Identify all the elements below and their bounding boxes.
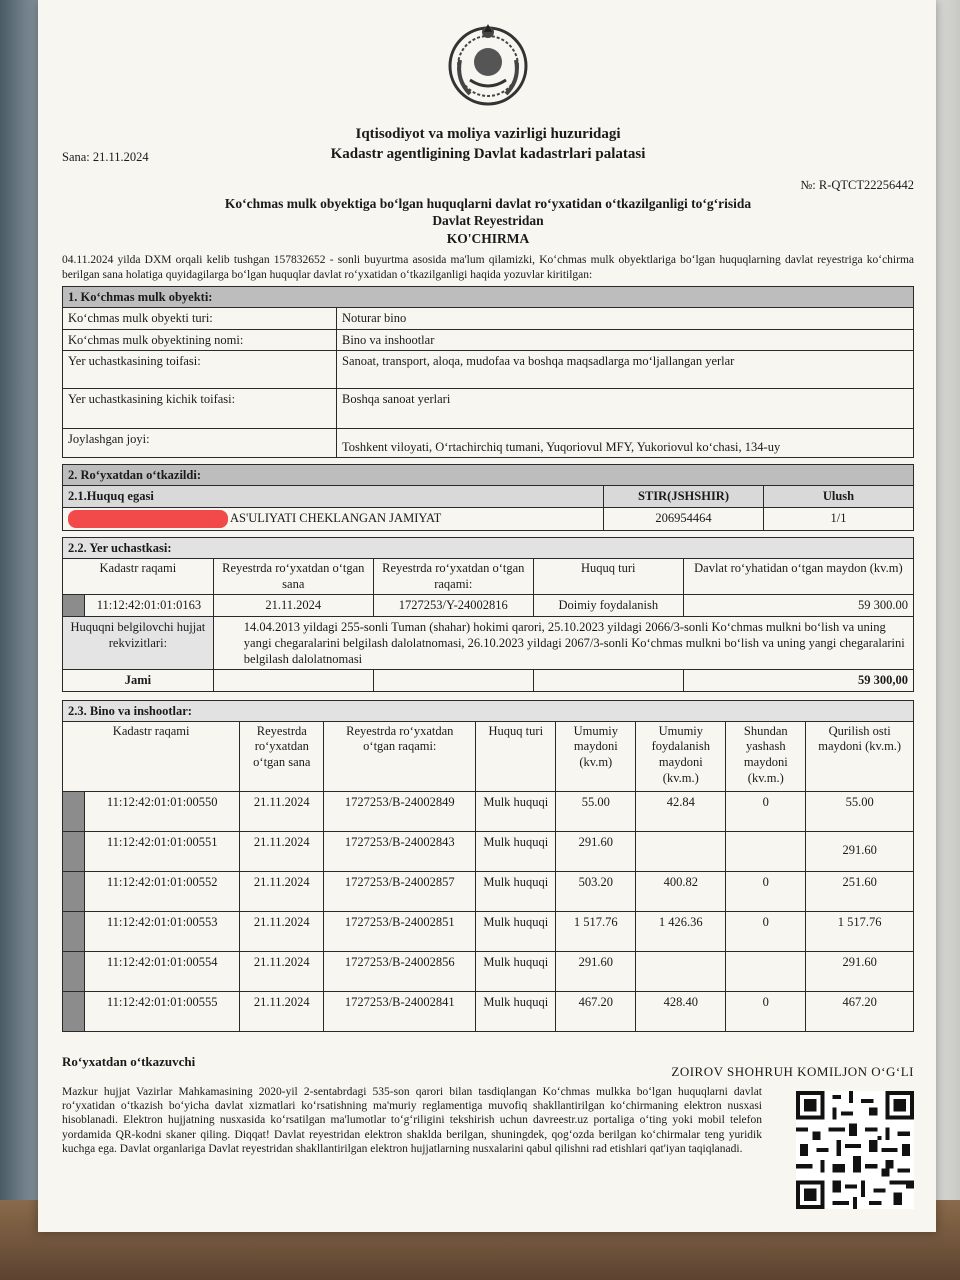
organization-line-1: Iqtisodiyot va moliya vazirligi huzuridagi <box>355 126 621 142</box>
document-title-line-3: KO'CHIRMA <box>446 230 530 246</box>
building-footprint-area: 1 517.76 <box>806 911 914 951</box>
building-reg-date: 21.11.2024 <box>240 871 324 911</box>
land-reg-number: 1727253/Y-24002816 <box>373 595 533 616</box>
building-reg-date: 21.11.2024 <box>240 791 324 831</box>
col-reg-date: Reyestrda ro‘yxatdan o‘tgan sana <box>213 559 373 595</box>
registrar-label: Ro‘yxatdan o‘tkazuvchi <box>62 1053 196 1069</box>
col-b-total-area: Umumiy maydoni (kv.m) <box>556 721 636 791</box>
total-label: Jami <box>63 670 214 691</box>
building-footprint-area: 291.60 <box>806 951 914 991</box>
building-kadastr: 11:12:42:01:01:00551 <box>85 831 240 871</box>
table-row <box>63 595 914 616</box>
row-marker <box>63 991 85 1031</box>
document-number: №: R-QTCT22256442 <box>800 177 914 192</box>
building-total-area: 291.60 <box>556 831 636 871</box>
building-reg-date: 21.11.2024 <box>240 831 324 871</box>
emblem-area <box>62 20 914 112</box>
table-row <box>63 616 914 670</box>
total-value: 59 300,00 <box>683 670 913 691</box>
total-empty-1 <box>213 670 373 691</box>
col-b-reg-date: Reyestrda ro‘yxatdan o‘tgan sana <box>240 721 324 791</box>
col-b-footprint-area: Qurilish osti maydoni (kv.m.) <box>806 721 914 791</box>
land-plot-table <box>62 537 914 692</box>
building-total-area: 467.20 <box>556 991 636 1031</box>
property-object-table <box>62 286 914 458</box>
col-b-right-type: Huquq turi <box>476 721 556 791</box>
owner-heading: 2.1.Huquq egasi <box>63 486 604 507</box>
land-reg-date: 21.11.2024 <box>213 595 373 616</box>
table-row <box>63 791 914 831</box>
building-right-type: Mulk huquqi <box>476 871 556 911</box>
table-row <box>63 329 914 350</box>
building-reg-number: 1727253/B-24002857 <box>324 871 476 911</box>
land-kadastr: 11:12:42:01:01:0163 <box>85 595 214 616</box>
building-reg-date: 21.11.2024 <box>240 951 324 991</box>
building-kadastr: 11:12:42:01:01:00552 <box>85 871 240 911</box>
building-reg-number: 1727253/B-24002841 <box>324 991 476 1031</box>
land-right-type: Doimiy foydalanish <box>533 595 683 616</box>
building-right-type: Mulk huquqi <box>476 791 556 831</box>
building-common-area: 42.84 <box>636 791 726 831</box>
col-area: Davlat ro‘yhatidan o‘tgan maydon (kv.m) <box>683 559 913 595</box>
building-kadastr: 11:12:42:01:01:00555 <box>85 991 240 1031</box>
building-living-area: 0 <box>726 791 806 831</box>
row-marker <box>63 871 85 911</box>
document-title <box>62 195 914 248</box>
building-right-type: Mulk huquqi <box>476 951 556 991</box>
building-reg-number: 1727253/B-24002856 <box>324 951 476 991</box>
col-b-living-area: Shundan yashash maydoni (kv.m.) <box>726 721 806 791</box>
row-marker <box>63 831 85 871</box>
table-row <box>63 911 914 951</box>
land-subcategory-value: Boshqa sanoat yerlari <box>337 388 914 428</box>
object-name-value: Bino va inshootlar <box>337 329 914 350</box>
col-b-common-area: Umumiy foydalanish maydoni (kv.m.) <box>636 721 726 791</box>
document-title-line-1: Ko‘chmas mulk obyektiga bo‘lgan huquqlarni davlat ro‘yxatidan o‘tkazilganligi to‘g‘risida <box>224 195 752 211</box>
row-marker <box>63 951 85 991</box>
building-reg-date: 21.11.2024 <box>240 991 324 1031</box>
col-right-type: Huquq turi <box>533 559 683 595</box>
registrar-name: ZOIROV SHOHRUH KOMILJON O‘G‘LI <box>671 1063 914 1079</box>
location-value: Toshkent viloyati, O‘rtachirchiq tumani, Yuqoriovul MFY, Yukoriovul ko‘chasi, 134-uy <box>337 428 914 457</box>
doc-requisites-value: 14.04.2013 yildagi 255-sonli Tuman (shahar) hokimi qarori, 25.10.2023 yildagi 2066/3-sonli Ko‘chmas mulkni bo‘lish va uning yangi chegaralarini belgilash dalolatnomasi, 26.10.2023 yildagi 2067/3-sonli Ko‘chmas mulkni bo‘lish va uning yangi chegaralarini belgilash dalolatnomasi <box>213 616 913 670</box>
legal-note: Mazkur hujjat Vazirlar Mahkamasining 2020-yil 2-sentabrdagi 535-son qarori bilan tasdiqlangan Ko‘chmas mulkka bo‘lgan huquqlarni davlat ro‘yxatidan o‘tkazish bo‘yicha davlat xizmatlari ko‘rsatishning ma'muriy reglamentiga muvofiq shakllantirilgan ko‘chirmaning elektron nusxasi hisoblanadi. Elektron hujjatning nusxasida ko‘rsatilgan ma'lumotlar to‘g‘riligini tekshirish uchun davreestr.uz portaliga o‘ting yoki mobil telefon yordamida QR-kodni skaner qiling. Diqqat! Davlat reyestridan elektron shaklda berilgan, shuningdek, qog‘ozda berilgan ko‘chirmalar teng yuridik kuchga ega. Davlat organlariga Davlat reyestridan shakllantirilgan elektron hujjatlarning nusxalarini qabul qilishni rad etishlari qat'iyan taqiqlanadi. <box>62 1085 762 1156</box>
total-empty-3 <box>533 670 683 691</box>
owner-name: AS'ULIYATI CHEKLANGAN JAMIYAT <box>230 510 442 525</box>
building-reg-number: 1727253/B-24002851 <box>324 911 476 951</box>
buildings-body <box>63 791 914 1031</box>
table-row <box>63 388 914 428</box>
building-reg-number: 1727253/B-24002843 <box>324 831 476 871</box>
table-row <box>63 350 914 388</box>
document-title-line-2: Davlat Reyestridan <box>432 213 544 229</box>
building-reg-date: 21.11.2024 <box>240 911 324 951</box>
col-b-reg-number: Reyestrda ro‘yxatdan o‘tgan raqami: <box>324 721 476 791</box>
building-footprint-area: 55.00 <box>806 791 914 831</box>
buildings-table <box>62 700 914 1032</box>
building-right-type: Mulk huquqi <box>476 831 556 871</box>
land-category-label: Yer uchastkasining toifasi: <box>63 350 337 388</box>
building-common-area: 1 426.36 <box>636 911 726 951</box>
table-row <box>63 670 914 691</box>
intro-paragraph: 04.11.2024 yilda DXM orqali kelib tushgan 157832652 - sonli buyurtma asosida ma'lum qilamizki, Ko‘chmas mulk obyektlariga bo‘lgan huquqlarning davlat reyestriga ko‘chirma berilgan sana holatiga quyidagilarga bo‘lgan huquqlar davlat ro‘yxatidan o‘tkazilganligi haqida yozuvlar kiritilgan: <box>62 254 914 281</box>
building-right-type: Mulk huquqi <box>476 991 556 1031</box>
building-living-area: 0 <box>726 991 806 1031</box>
building-footprint-area: 251.60 <box>806 871 914 911</box>
table-row <box>63 871 914 911</box>
land-category-value: Sanoat, transport, aloqa, mudofaa va boshqa maqsadlarga mo‘ljallangan yerlar <box>337 350 914 388</box>
table-row <box>63 308 914 329</box>
col-b-kadastr: Kadastr raqami <box>63 721 240 791</box>
table-row <box>63 951 914 991</box>
col-reg-number: Reyestrda ro‘yxatdan o‘tgan raqami: <box>373 559 533 595</box>
building-total-area: 291.60 <box>556 951 636 991</box>
land-subcategory-label: Yer uchastkasining kichik toifasi: <box>63 388 337 428</box>
building-kadastr: 11:12:42:01:01:00553 <box>85 911 240 951</box>
building-footprint-area: 291.60 <box>806 831 914 871</box>
owner-row <box>63 507 914 530</box>
section-2-3-heading: 2.3. Bino va inshootlar: <box>63 700 914 721</box>
building-right-type: Mulk huquqi <box>476 911 556 951</box>
section-1-heading: 1. Ko‘chmas mulk obyekti: <box>63 287 914 308</box>
building-total-area: 1 517.76 <box>556 911 636 951</box>
registration-table <box>62 464 914 531</box>
owner-cell <box>63 507 604 530</box>
organization-line-2: Kadastr agentligining Davlat kadastrlari palatasi <box>330 146 646 163</box>
footer-bottom <box>62 1085 914 1209</box>
row-marker <box>63 791 85 831</box>
row-marker <box>63 911 85 951</box>
row-marker <box>63 595 85 616</box>
qr-code-icon[interactable] <box>796 1091 914 1209</box>
table-row <box>63 991 914 1031</box>
col-kadastr: Kadastr raqami <box>63 559 214 595</box>
section-2-2-heading: 2.2. Yer uchastkasi: <box>63 537 914 558</box>
building-common-area: 428.40 <box>636 991 726 1031</box>
building-living-area: 0 <box>726 871 806 911</box>
section-2-heading: 2. Ro‘yxatdan o‘tkazildi: <box>63 465 914 486</box>
building-total-area: 503.20 <box>556 871 636 911</box>
object-name-label: Ko‘chmas mulk obyektining nomi: <box>63 329 337 350</box>
building-kadastr: 11:12:42:01:01:00550 <box>85 791 240 831</box>
stir-heading: STIR(JSHSHIR) <box>604 486 764 507</box>
land-area: 59 300.00 <box>683 595 913 616</box>
building-living-area <box>726 951 806 991</box>
document-date: Sana: 21.11.2024 <box>62 149 149 164</box>
state-emblem-icon <box>440 20 536 108</box>
building-common-area <box>636 831 726 871</box>
location-label: Joylashgan joyi: <box>63 428 337 457</box>
footer-row <box>62 1054 914 1081</box>
building-common-area: 400.82 <box>636 871 726 911</box>
object-type-label: Ko‘chmas mulk obyekti turi: <box>63 308 337 329</box>
object-type-value: Noturar bino <box>337 308 914 329</box>
building-footprint-area: 467.20 <box>806 991 914 1031</box>
table-row <box>63 428 914 457</box>
total-empty-2 <box>373 670 533 691</box>
building-common-area <box>636 951 726 991</box>
building-kadastr: 11:12:42:01:01:00554 <box>85 951 240 991</box>
share-heading: Ulush <box>764 486 914 507</box>
building-living-area <box>726 831 806 871</box>
owner-stir: 206954464 <box>604 507 764 530</box>
redaction-mark <box>68 510 228 528</box>
building-reg-number: 1727253/B-24002849 <box>324 791 476 831</box>
building-total-area: 55.00 <box>556 791 636 831</box>
owner-share: 1/1 <box>764 507 914 530</box>
table-row <box>63 831 914 871</box>
doc-requisites-label: Huquqni belgilovchi hujjat rekvizitlari: <box>63 616 214 670</box>
document-sheet <box>38 0 936 1232</box>
building-living-area: 0 <box>726 911 806 951</box>
